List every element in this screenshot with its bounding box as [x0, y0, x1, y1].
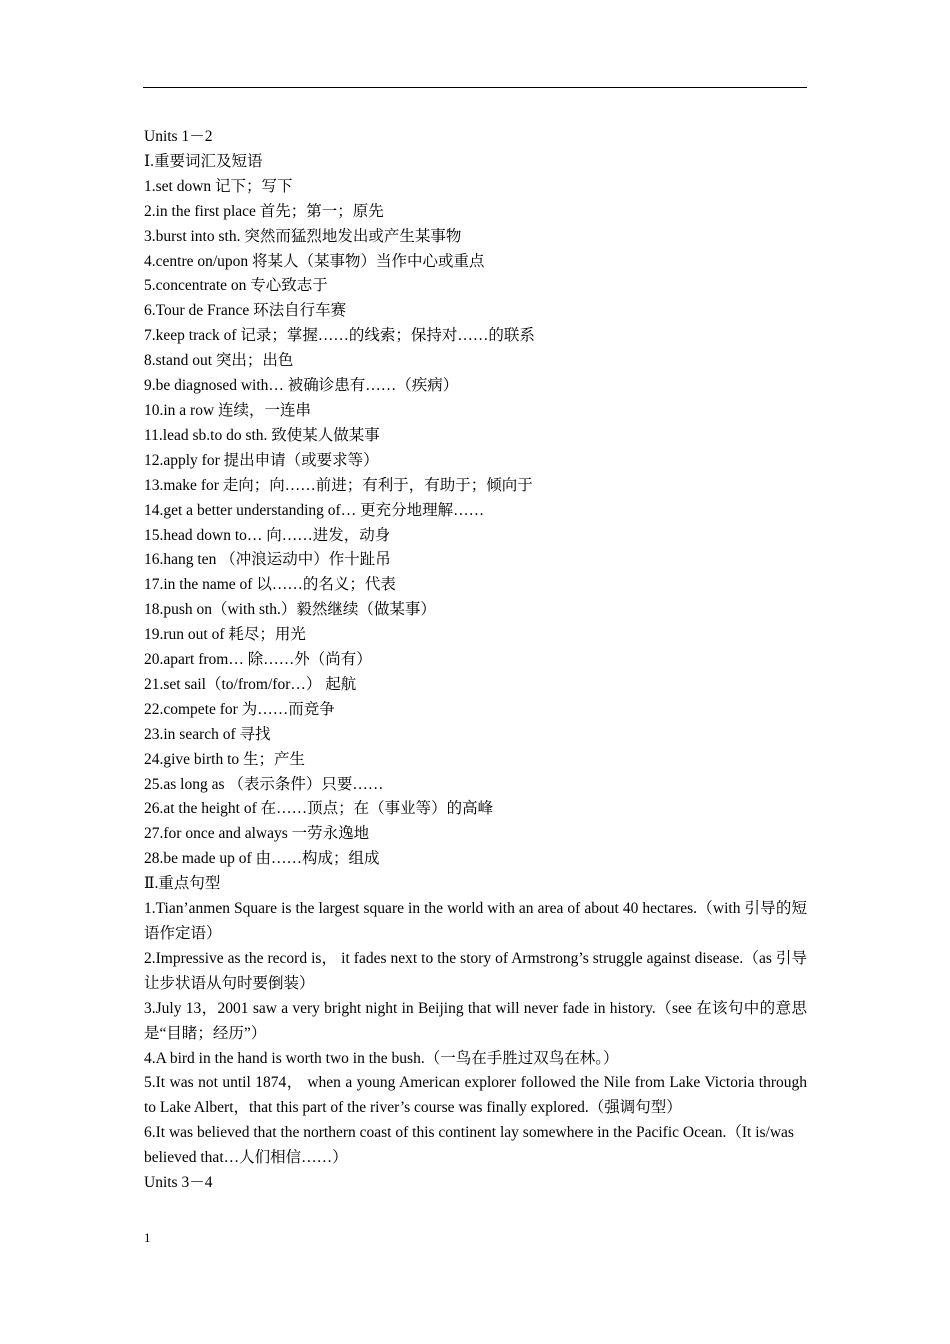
vocabulary-item: 3.burst into sth. 突然而猛烈地发出或产生某事物 [144, 227, 462, 245]
page-number: 1 [144, 1230, 151, 1245]
vocabulary-item: 23.in search of 寻找 [144, 725, 271, 743]
vocabulary-item: 26.at the height of 在……顶点；在（事业等）的高峰 [144, 800, 494, 818]
vocabulary-item: 9.be diagnosed with… 被确诊患有……（疾病） [144, 377, 459, 395]
vocabulary-item: 7.keep track of 记录；掌握……的线索；保持对……的联系 [144, 327, 535, 345]
sentence-item-continuation: believed that…人们相信……） [144, 1149, 348, 1167]
sentence-item: 4.A bird in the hand is worth two in the bush.（一鸟在手胜过双鸟在林。） [144, 1049, 619, 1067]
header-rule [143, 87, 807, 88]
vocabulary-item: 5.concentrate on 专心致志于 [144, 277, 328, 295]
vocabulary-item: 17.in the name of 以……的名义；代表 [144, 576, 396, 594]
sentence-item: 6.It was believed that the northern coast of this continent lay somewhere in the Pacific Ocean.（It is/was [144, 1124, 794, 1142]
vocabulary-item: 21.set sail（to/from/for…） 起航 [144, 675, 357, 693]
vocabulary-item: 16.hang ten （冲浪运动中）作十趾吊 [144, 551, 391, 569]
sentence-item: 1.Tian’anmen Square is the largest square in the world with an area of about 40 hectares.（with 引导的短语作定语） [144, 900, 807, 942]
units-1-2-heading: Units 1－2 [144, 128, 213, 145]
vocabulary-item: 22.compete for 为……而竞争 [144, 700, 335, 718]
sentence-section-title: Ⅱ.重点句型 [144, 875, 221, 893]
vocabulary-item: 6.Tour de France 环法自行车赛 [144, 302, 347, 320]
vocabulary-item: 28.be made up of 由……构成；组成 [144, 850, 380, 868]
vocabulary-list [144, 175, 807, 872]
units-3-4-heading: Units 3－4 [144, 1174, 213, 1192]
vocabulary-item: 18.push on（with sth.）毅然继续（做某事） [144, 601, 436, 619]
vocabulary-item: 20.apart from… 除……外（尚有） [144, 651, 372, 669]
sentence-item: 3.July 13，2001 saw a very bright night in Beijing that will never fade in history.（see 在该句中的意思是“目睹；经历”） [144, 999, 807, 1042]
vocabulary-item: 12.apply for 提出申请（或要求等） [144, 451, 379, 469]
vocabulary-item: 25.as long as （表示条件）只要…… [144, 775, 384, 793]
vocabulary-item: 10.in a row 连续，一连串 [144, 401, 312, 419]
vocabulary-item: 15.head down to… 向……进发，动身 [144, 526, 391, 544]
vocabulary-item: 27.for once and always 一劳永逸地 [144, 825, 370, 843]
vocabulary-item: 11.lead sb.to do sth. 致使某人做某事 [144, 426, 380, 444]
vocabulary-item: 2.in the first place 首先；第一；原先 [144, 202, 384, 220]
sentence-list [144, 897, 807, 1171]
vocabulary-item: 24.give birth to 生；产生 [144, 750, 306, 768]
vocabulary-item: 4.centre on/upon 将某人（某事物）当作中心或重点 [144, 252, 485, 270]
vocabulary-item: 1.set down 记下；写下 [144, 177, 293, 195]
document-body [144, 125, 807, 1196]
vocabulary-item: 13.make for 走向；向……前进；有利于，有助于；倾向于 [144, 476, 533, 494]
vocabulary-item: 14.get a better understanding of… 更充分地理解…… [144, 501, 485, 519]
sentence-item: 5.It was not until 1874， when a young American explorer followed the Nile from Lake Victoria through to Lake Albert，that this part of the river’s course was finally explored.（强调句型） [144, 1074, 807, 1117]
vocabulary-item: 8.stand out 突出；出色 [144, 352, 294, 370]
vocabulary-item: 19.run out of 耗尽；用光 [144, 626, 306, 644]
sentence-item: 2.Impressive as the record is， it fades next to the story of Armstrong’s struggle against disease.（as 引导让步状语从句时要倒装） [144, 949, 807, 992]
vocabulary-section-title: Ⅰ.重要词汇及短语 [144, 152, 263, 170]
